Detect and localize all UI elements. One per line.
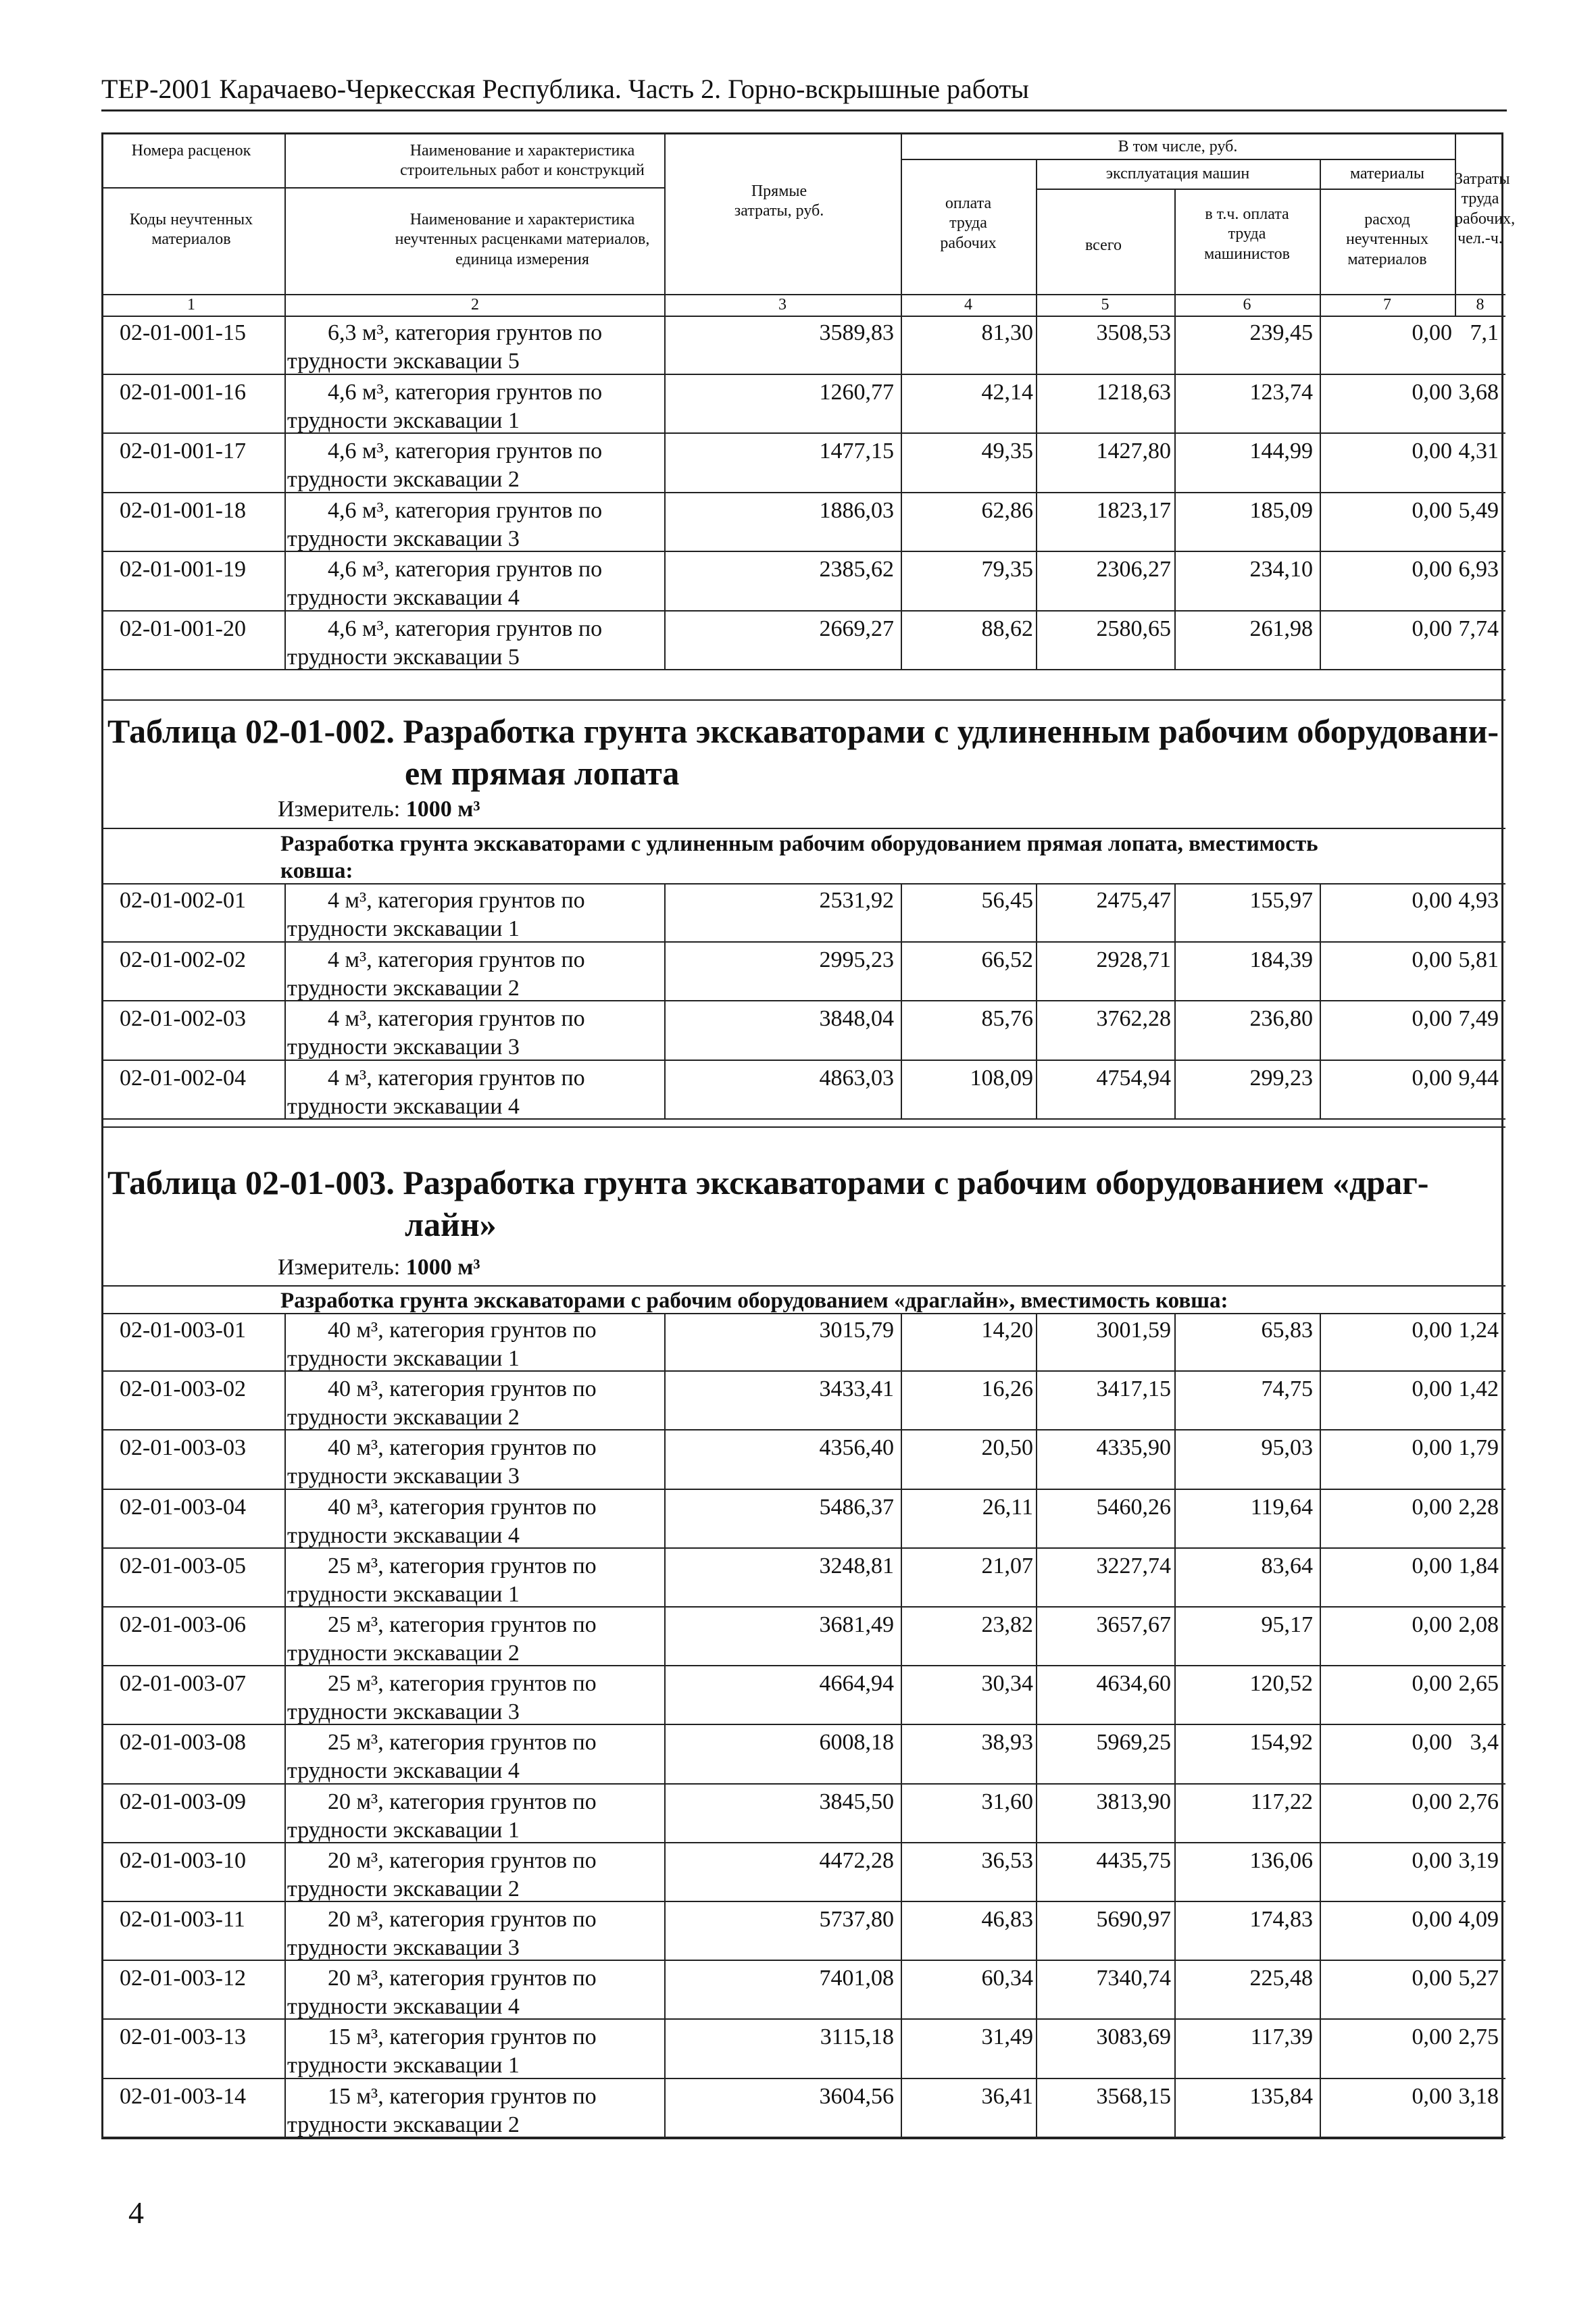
work-description: [287, 555, 760, 612]
work-description: [287, 1005, 760, 1062]
drivers-wage: 234,10: [1249, 557, 1313, 582]
table-row: [103, 1666, 1505, 1725]
work-description-line: трудности экскавации 4: [287, 1994, 520, 2020]
work-description-line: 40 м³, категория грунтов по: [328, 1494, 597, 1520]
machines-total: 3083,69: [1096, 2024, 1171, 2050]
work-description: [287, 1375, 760, 1432]
table-row: [103, 2079, 1505, 2138]
unaccounted-materials: 0,00: [1412, 947, 1452, 972]
table-row: [103, 493, 1505, 553]
table-row: [103, 1372, 1505, 1430]
work-description-line: 20 м³, категория грунтов по: [328, 1907, 597, 1932]
rate-code: 02-01-003-11: [120, 1907, 245, 1932]
labor-wage: 79,35: [981, 557, 1033, 582]
unaccounted-materials: 0,00: [1412, 1435, 1452, 1461]
work-description: [287, 1728, 760, 1785]
direct-costs: 3589,83: [819, 320, 894, 345]
table-row: [103, 612, 1505, 671]
unaccounted-materials: 0,00: [1412, 2083, 1452, 2109]
machines-total: 2306,27: [1096, 557, 1171, 582]
work-description: [287, 615, 760, 672]
table-row: [103, 1608, 1505, 1666]
work-description-line: трудности экскавации 4: [287, 1522, 520, 1548]
rate-code: 02-01-001-15: [120, 320, 246, 345]
labor-wage: 46,83: [981, 1907, 1033, 1932]
drivers-wage: 144,99: [1249, 439, 1313, 464]
direct-costs: 2995,23: [819, 947, 894, 972]
unaccounted-materials: 0,00: [1412, 1966, 1452, 1991]
labor-hours: 5,81: [1458, 947, 1499, 972]
work-description-line: трудности экскавации 3: [287, 1699, 520, 1725]
col7-header: расход неучтенных материалов: [1346, 211, 1428, 268]
labor-hours: 5,27: [1458, 1966, 1499, 1991]
work-description-line: 6,3 м³, категория грунтов по: [328, 320, 603, 345]
work-description-line: трудности экскавации 1: [287, 1346, 520, 1371]
drivers-wage: 225,48: [1249, 1966, 1313, 1991]
labor-hours: 3,19: [1458, 1847, 1499, 1873]
work-description-line: трудности экскавации 2: [287, 467, 520, 492]
col-number: 7: [1383, 296, 1391, 314]
unaccounted-materials: 0,00: [1412, 1553, 1452, 1578]
rate-code: 02-01-003-08: [120, 1730, 246, 1756]
labor-hours: 3,18: [1458, 2083, 1499, 2109]
direct-costs: 3248,81: [819, 1553, 894, 1578]
table-row: [103, 1549, 1505, 1608]
work-description-line: трудности экскавации 1: [287, 1581, 520, 1607]
machines-total: 3417,15: [1096, 1376, 1171, 1402]
work-description-line: трудности экскавации 1: [287, 916, 520, 941]
col-number: 1: [187, 296, 195, 314]
direct-costs: 1886,03: [819, 497, 894, 523]
work-description-line: 4 м³, категория грунтов по: [328, 1065, 585, 1091]
machines-total: 2475,47: [1096, 888, 1171, 913]
table-row: [103, 552, 1505, 612]
work-description-line: трудности экскавации 2: [287, 1405, 520, 1430]
table-row: [103, 1001, 1505, 1061]
labor-wage: 26,11: [982, 1494, 1033, 1520]
machines-group-header: эксплуатация машин: [1105, 165, 1250, 182]
direct-costs: 4664,94: [819, 1671, 894, 1697]
labor-wage: 60,34: [981, 1966, 1033, 1991]
labor-wage: 31,60: [981, 1789, 1033, 1814]
unaccounted-materials: 0,00: [1412, 320, 1452, 345]
direct-costs: 1477,15: [819, 439, 894, 464]
drivers-wage: 261,98: [1249, 616, 1313, 641]
labor-hours: 1,84: [1458, 1553, 1499, 1578]
labor-wage: 42,14: [981, 379, 1033, 405]
rate-code: 02-01-003-13: [120, 2024, 246, 2050]
drivers-wage: 174,83: [1249, 1907, 1313, 1932]
col6-header: в т.ч. оплата труда машинистов: [1204, 205, 1290, 263]
work-description: [287, 378, 760, 435]
unaccounted-materials: 0,00: [1412, 1612, 1452, 1637]
labor-wage: 31,49: [981, 2024, 1033, 2050]
header-rule: [101, 109, 1507, 111]
table-row: [103, 1961, 1505, 2020]
drivers-wage: 95,03: [1261, 1435, 1313, 1461]
machines-total: 3813,90: [1096, 1789, 1171, 1814]
measure-unit-02-01-002: Измеритель: 1000 м³: [278, 797, 480, 822]
table-row: [103, 1843, 1505, 1902]
drivers-wage: 239,45: [1249, 320, 1313, 345]
work-description-line: 4,6 м³, категория грунтов по: [328, 616, 603, 641]
work-description-line: 25 м³, категория грунтов по: [328, 1612, 597, 1637]
work-description-line: 4,6 м³, категория грунтов по: [328, 439, 603, 464]
work-description-line: трудности экскавации 3: [287, 526, 520, 551]
machines-total: 1218,63: [1096, 379, 1171, 405]
rate-code: 02-01-003-09: [120, 1789, 246, 1814]
table-row: [103, 434, 1505, 493]
drivers-wage: 65,83: [1261, 1318, 1313, 1343]
group-header: В том числе, руб.: [1118, 138, 1238, 155]
col1-bottom-header: Коды неучтенных материалов: [129, 211, 253, 249]
work-description-line: трудности экскавации 2: [287, 975, 520, 1001]
col-number: 4: [964, 296, 972, 314]
direct-costs: 4863,03: [819, 1065, 894, 1091]
unaccounted-materials: 0,00: [1412, 1318, 1452, 1343]
labor-wage: 30,34: [981, 1671, 1033, 1697]
work-description-line: трудности экскавации 3: [287, 1464, 520, 1489]
unaccounted-materials: 0,00: [1412, 1847, 1452, 1873]
machines-total: 5969,25: [1096, 1730, 1171, 1756]
drivers-wage: 299,23: [1249, 1065, 1313, 1091]
labor-hours: 2,76: [1458, 1789, 1499, 1814]
drivers-wage: 117,39: [1250, 2024, 1313, 2050]
labor-hours: 7,74: [1458, 616, 1499, 641]
drivers-wage: 135,84: [1249, 2083, 1313, 2109]
work-description-line: 40 м³, категория грунтов по: [328, 1376, 597, 1402]
rate-code: 02-01-001-16: [120, 379, 246, 405]
labor-hours: 3,68: [1458, 379, 1499, 405]
rate-code: 02-01-003-12: [120, 1966, 246, 1991]
table-row: [103, 1725, 1505, 1784]
direct-costs: 2385,62: [819, 557, 894, 582]
drivers-wage: 136,06: [1249, 1847, 1313, 1873]
rates-table: [101, 132, 1516, 2139]
work-description-line: 40 м³, категория грунтов по: [328, 1435, 597, 1461]
work-description: [287, 1847, 760, 1903]
direct-costs: 2669,27: [819, 616, 894, 641]
labor-wage: 56,45: [981, 888, 1033, 913]
machines-total: 3762,28: [1096, 1006, 1171, 1031]
drivers-wage: 155,97: [1249, 888, 1313, 913]
drivers-wage: 83,64: [1261, 1553, 1313, 1578]
direct-costs: 4356,40: [819, 1435, 894, 1461]
work-description-line: трудности экскавации 1: [287, 2053, 520, 2078]
unaccounted-materials: 0,00: [1412, 1376, 1452, 1402]
work-description-line: 25 м³, категория грунтов по: [328, 1671, 597, 1697]
work-description: [287, 887, 760, 943]
drivers-wage: 123,74: [1249, 379, 1313, 405]
direct-costs: 6008,18: [819, 1730, 894, 1756]
machines-total: 3227,74: [1096, 1553, 1171, 1578]
page-number: 4: [128, 2195, 144, 2230]
work-description-line: 4 м³, категория грунтов по: [328, 1006, 585, 1031]
work-description: [287, 497, 760, 553]
labor-hours: 3,4: [1470, 1730, 1499, 1756]
col1-top-header: Номера расценок: [131, 142, 251, 159]
unaccounted-materials: 0,00: [1412, 888, 1452, 913]
table-row: [103, 943, 1505, 1002]
col-number: 2: [471, 296, 479, 314]
labor-wage: 62,86: [981, 497, 1033, 523]
table-row: [103, 316, 1505, 375]
section-heading-02-01-002: Разработка грунта экскаваторами с удлиненным рабочим оборудованием прямая лопата, вместимость ковша:: [280, 832, 1318, 883]
table-row: [103, 2020, 1505, 2078]
work-description-line: 4,6 м³, категория грунтов по: [328, 497, 603, 523]
labor-wage: 66,52: [981, 947, 1033, 972]
work-description-line: трудности экскавации 2: [287, 1641, 520, 1666]
unaccounted-materials: 0,00: [1412, 2024, 1452, 2050]
machines-total: 7340,74: [1096, 1966, 1171, 1991]
labor-hours: 1,24: [1458, 1318, 1499, 1343]
work-description-line: трудности экскавации 1: [287, 407, 520, 433]
direct-costs: 2531,92: [819, 888, 894, 913]
machines-total: 1823,17: [1096, 497, 1171, 523]
col2-bottom-header: Наименование и характеристика неучтенных расценками материалов, единица измерения: [395, 211, 650, 268]
work-description: [287, 1064, 760, 1121]
labor-wage: 21,07: [981, 1553, 1033, 1578]
work-description-line: 20 м³, категория грунтов по: [328, 1789, 597, 1814]
rate-code: 02-01-001-17: [120, 439, 246, 464]
col-number: 8: [1476, 296, 1485, 314]
unaccounted-materials: 0,00: [1412, 1065, 1452, 1091]
page-header: ТЕР-2001 Карачаево-Черкесская Республика. Часть 2. Горно-вскрышные работы: [101, 74, 1029, 104]
work-description-line: трудности экскавации 3: [287, 1935, 520, 1960]
unaccounted-materials: 0,00: [1412, 1730, 1452, 1756]
table-row: [103, 1490, 1505, 1549]
labor-hours: 4,31: [1458, 439, 1499, 464]
work-description: [287, 1316, 760, 1373]
machines-total: 2928,71: [1096, 947, 1171, 972]
table-row: [103, 1313, 1505, 1372]
machines-total: 5690,97: [1096, 1907, 1171, 1932]
machines-total: 4435,75: [1096, 1847, 1171, 1873]
work-description: [287, 437, 760, 494]
rate-code: 02-01-001-20: [120, 616, 246, 641]
work-description: [287, 1964, 760, 2021]
rate-code: 02-01-003-03: [120, 1435, 246, 1461]
drivers-wage: 120,52: [1249, 1671, 1313, 1697]
drivers-wage: 185,09: [1249, 497, 1313, 523]
work-description-line: 4 м³, категория грунтов по: [328, 888, 585, 913]
work-description-line: трудности экскавации 5: [287, 644, 520, 670]
rate-code: 02-01-003-02: [120, 1376, 246, 1402]
work-description: [287, 1552, 760, 1609]
direct-costs: 3845,50: [819, 1789, 894, 1814]
col-number: 3: [778, 296, 787, 314]
table-row: [103, 883, 1505, 943]
direct-costs: 1260,77: [819, 379, 894, 405]
labor-hours: 4,93: [1458, 888, 1499, 913]
labor-hours: 2,65: [1458, 1671, 1499, 1697]
rate-code: 02-01-003-10: [120, 1847, 246, 1873]
work-description: [287, 2083, 760, 2139]
unaccounted-materials: 0,00: [1412, 1789, 1452, 1814]
table-title-02-01-003: Таблица 02-01-003. Разработка грунта экскаваторами с рабочим оборудованием «драг- лайн»: [107, 1164, 1429, 1243]
labor-hours: 2,75: [1458, 2024, 1499, 2050]
rate-code: 02-01-002-01: [120, 888, 246, 913]
labor-wage: 38,93: [981, 1730, 1033, 1756]
direct-costs: 3681,49: [819, 1612, 894, 1637]
work-description-line: трудности экскавации 4: [287, 585, 520, 610]
machines-total: 3657,67: [1096, 1612, 1171, 1637]
col8-header: Затраты труда рабочих, чел.-ч.: [1455, 170, 1516, 247]
direct-costs: 3848,04: [819, 1006, 894, 1031]
drivers-wage: 184,39: [1249, 947, 1313, 972]
work-description-line: 25 м³, категория грунтов по: [328, 1553, 597, 1578]
unaccounted-materials: 0,00: [1412, 497, 1452, 523]
rate-code: 02-01-003-01: [120, 1318, 246, 1343]
drivers-wage: 117,22: [1250, 1789, 1313, 1814]
work-description-line: 20 м³, категория грунтов по: [328, 1847, 597, 1873]
work-description-line: 4 м³, категория грунтов по: [328, 947, 585, 972]
machines-total: 5460,26: [1096, 1494, 1171, 1520]
labor-wage: 36,53: [981, 1847, 1033, 1873]
rate-code: 02-01-002-02: [120, 947, 246, 972]
direct-costs: 4472,28: [819, 1847, 894, 1873]
rate-code: 02-01-003-07: [120, 1671, 246, 1697]
table-title-02-01-002: Таблица 02-01-002. Разработка грунта экскаваторами с удлиненным рабочим оборудовани- ем прямая лопата: [107, 712, 1499, 792]
col5-header: всего: [1084, 237, 1122, 254]
machines-total: 3568,15: [1096, 2083, 1171, 2109]
labor-wage: 85,76: [981, 1006, 1033, 1031]
work-description: [287, 2023, 760, 2080]
machines-total: 4335,90: [1096, 1435, 1171, 1461]
work-description: [287, 1788, 760, 1845]
table-row: [103, 375, 1505, 434]
labor-wage: 14,20: [981, 1318, 1033, 1343]
work-description-line: трудности экскавации 3: [287, 1035, 520, 1060]
rate-code: 02-01-001-19: [120, 557, 246, 582]
labor-hours: 7,49: [1458, 1006, 1499, 1031]
work-description-line: трудности экскавации 2: [287, 2112, 520, 2137]
work-description: [287, 1906, 760, 1962]
rate-code: 02-01-003-04: [120, 1494, 246, 1520]
direct-costs: 5486,37: [819, 1494, 894, 1520]
work-description-line: трудности экскавации 1: [287, 1817, 520, 1843]
direct-costs: 3115,18: [820, 2024, 894, 2050]
unaccounted-materials: 0,00: [1412, 557, 1452, 582]
machines-total: 4754,94: [1096, 1065, 1171, 1091]
labor-hours: 2,08: [1458, 1612, 1499, 1637]
work-description-line: трудности экскавации 4: [287, 1093, 520, 1119]
machines-total: 2580,65: [1096, 616, 1171, 641]
col3-header: Прямые затраты, руб.: [734, 182, 824, 220]
direct-costs: 5737,80: [819, 1907, 894, 1932]
drivers-wage: 95,17: [1261, 1612, 1313, 1637]
col-number: 5: [1101, 296, 1109, 314]
work-description-line: 40 м³, категория грунтов по: [328, 1318, 597, 1343]
col-number: 6: [1243, 296, 1251, 314]
work-description-line: трудности экскавации 2: [287, 1876, 520, 1901]
work-description-line: 20 м³, категория грунтов по: [328, 1966, 597, 1991]
col4-header: оплата труда рабочих: [940, 195, 997, 252]
labor-hours: 6,93: [1458, 557, 1499, 582]
rate-code: 02-01-002-04: [120, 1065, 246, 1091]
drivers-wage: 236,80: [1249, 1006, 1313, 1031]
work-description-line: трудности экскавации 5: [287, 349, 520, 374]
direct-costs: 7401,08: [819, 1966, 894, 1991]
labor-wage: 49,35: [981, 439, 1033, 464]
machines-total: 3508,53: [1096, 320, 1171, 345]
labor-hours: 7,1: [1470, 320, 1499, 345]
measure-unit-02-01-003: Измеритель: 1000 м³: [278, 1255, 480, 1280]
labor-wage: 23,82: [981, 1612, 1033, 1637]
labor-wage: 20,50: [981, 1435, 1033, 1461]
rate-code: 02-01-003-06: [120, 1612, 246, 1637]
rate-code: 02-01-003-14: [120, 2083, 246, 2109]
work-description-line: 15 м³, категория грунтов по: [328, 2083, 597, 2109]
labor-hours: 1,42: [1458, 1376, 1499, 1402]
table-row: [103, 1785, 1505, 1843]
rate-code: 02-01-003-05: [120, 1553, 246, 1578]
labor-hours: 9,44: [1458, 1065, 1499, 1091]
unaccounted-materials: 0,00: [1412, 379, 1452, 405]
unaccounted-materials: 0,00: [1412, 1006, 1452, 1031]
machines-total: 1427,80: [1096, 439, 1171, 464]
table-row: [103, 1430, 1505, 1489]
direct-costs: 3015,79: [819, 1318, 894, 1343]
unaccounted-materials: 0,00: [1412, 1671, 1452, 1697]
labor-hours: 2,28: [1458, 1494, 1499, 1520]
unaccounted-materials: 0,00: [1412, 616, 1452, 641]
col2-top-header: Наименование и характеристика строительных работ и конструкций: [400, 142, 645, 180]
machines-total: 3001,59: [1096, 1318, 1171, 1343]
table-row: [103, 1902, 1505, 1961]
work-description: [287, 1434, 760, 1491]
labor-wage: 36,41: [981, 2083, 1033, 2109]
materials-group-header: материалы: [1349, 165, 1424, 182]
work-description-line: 15 м³, категория грунтов по: [328, 2024, 597, 2050]
labor-hours: 4,09: [1458, 1907, 1499, 1932]
work-description-line: 4,6 м³, категория грунтов по: [328, 379, 603, 405]
labor-hours: 1,79: [1458, 1435, 1499, 1461]
rate-code: 02-01-002-03: [120, 1006, 246, 1031]
labor-hours: 5,49: [1458, 497, 1499, 523]
machines-total: 4634,60: [1096, 1671, 1171, 1697]
work-description: [287, 1670, 760, 1726]
work-description: [287, 1611, 760, 1668]
work-description: [287, 1493, 760, 1550]
direct-costs: 3433,41: [819, 1376, 894, 1402]
unaccounted-materials: 0,00: [1412, 1907, 1452, 1932]
table-row: [103, 1061, 1505, 1120]
unaccounted-materials: 0,00: [1412, 1494, 1452, 1520]
work-description: [287, 319, 760, 376]
labor-wage: 16,26: [981, 1376, 1033, 1402]
drivers-wage: 154,92: [1249, 1730, 1313, 1756]
rate-code: 02-01-001-18: [120, 497, 246, 523]
drivers-wage: 74,75: [1261, 1376, 1313, 1402]
labor-wage: 108,09: [970, 1065, 1033, 1091]
labor-wage: 81,30: [981, 320, 1033, 345]
work-description-line: трудности экскавации 4: [287, 1758, 520, 1784]
section-heading-02-01-003: Разработка грунта экскаваторами с рабочим оборудованием «драглайн», вместимость ковша:: [280, 1289, 1228, 1313]
work-description-line: 4,6 м³, категория грунтов по: [328, 557, 603, 582]
work-description-line: 25 м³, категория грунтов по: [328, 1730, 597, 1756]
work-description: [287, 946, 760, 1003]
labor-wage: 88,62: [981, 616, 1033, 641]
unaccounted-materials: 0,00: [1412, 439, 1452, 464]
direct-costs: 3604,56: [819, 2083, 894, 2109]
drivers-wage: 119,64: [1250, 1494, 1313, 1520]
